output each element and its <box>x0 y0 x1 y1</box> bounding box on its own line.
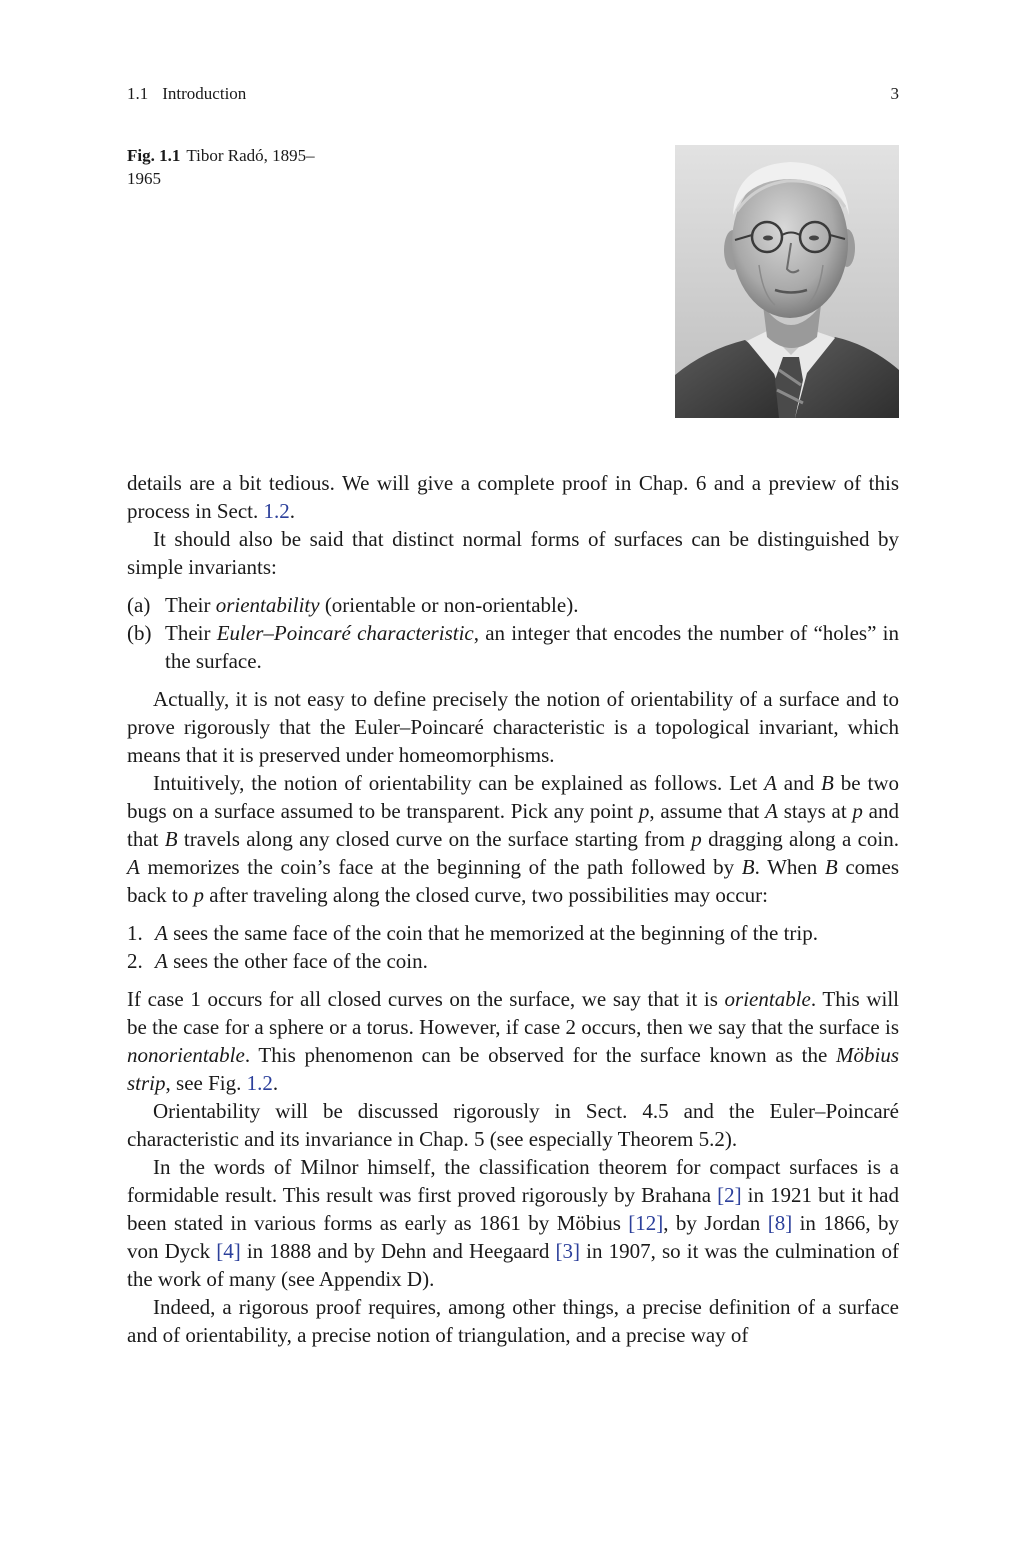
list-item: (a) Their orientability (orientable or non-orientable). <box>127 593 579 617</box>
section-heading <box>127 84 246 104</box>
body-text <box>127 469 899 1349</box>
paragraph: Orientability will be discussed rigorously in Sect. 4.5 and the Euler–Poincaré characteristic and its invariance in Chap. 5 (see especially Theorem 5.2). <box>127 1099 899 1151</box>
paragraph: If case 1 occurs for all closed curves on the surface, we say that it is orientable. This will be the case for a sphere or a torus. However, if case 2 occurs, then we say that the surface is nonorientable. This phenomenon can be observed for the surface known as the Möbius strip, see Fig. 1.2. <box>127 987 900 1095</box>
invariants-list <box>127 591 899 675</box>
figure-reference-link[interactable]: 1.2 <box>246 1071 273 1095</box>
paragraph: details are a bit tedious. We will give a complete proof in Chap. 6 and a preview of this process in Sect. 1.2. <box>127 471 899 523</box>
running-header <box>127 84 899 106</box>
citation-link[interactable]: [2] <box>717 1183 742 1207</box>
section-title: Introduction <box>162 84 247 103</box>
list-item: 2. A sees the other face of the coin. <box>127 949 428 973</box>
paragraph: Indeed, a rigorous proof requires, among other things, a precise definition of a surface and of orientability, a precise notion of triangulation, and a precise way of <box>127 1295 899 1347</box>
portrait-photo <box>675 145 899 418</box>
figure-label: Fig. 1.1 <box>127 146 181 165</box>
section-reference-link[interactable]: 1.2 <box>263 499 290 523</box>
list-item: (b) Their Euler–Poincaré characteristic, an integer that encodes the number of “holes” in the surface. <box>127 621 899 673</box>
paragraph: Intuitively, the notion of orientability can be explained as follows. Let A and B be two bugs on a surface assumed to be transparent. Pick any point p, assume that A stays at p and that B travels along any closed curve on the surface starting from p dragging along a coin. A memorizes the coin’s face at the beginning of the path followed by B. When B comes back to p after traveling along the closed curve, two possibilities may occur: <box>127 771 900 907</box>
paragraph: It should also be said that distinct normal forms of surfaces can be distinguished by simple invariants: <box>127 527 899 579</box>
citation-link[interactable]: [12] <box>628 1211 664 1235</box>
citation-link[interactable]: [4] <box>216 1239 241 1263</box>
section-number: 1.1 <box>127 84 149 103</box>
paragraph: In the words of Milnor himself, the classification theorem for compact surfaces is a formidable result. This result was first proved rigorously by Brahana [2] in 1921 but it had been stated in various forms as early as 1861 by Möbius [12], by Jordan [8] in 1866, by von Dyck [4] in 1888 and by Dehn and Heegaard [3] in 1907, so it was the culmination of the work of many (see Appendix D). <box>127 1155 900 1291</box>
cases-list <box>127 919 899 975</box>
citation-link[interactable]: [8] <box>767 1211 793 1235</box>
figure-caption-text: Tibor Radó, 1895–1965 <box>127 146 315 188</box>
portrait-illustration <box>675 145 899 418</box>
paragraph: Actually, it is not easy to define precisely the notion of orientability of a surface and to prove rigorously that the Euler–Poincaré characteristic is a topological invariant, which means that it is preserved under homeomorphisms. <box>127 687 899 767</box>
figure-caption <box>127 144 327 190</box>
list-item: 1. A sees the same face of the coin that he memorized at the beginning of the trip. <box>127 921 819 945</box>
page-number: 3 <box>890 84 899 103</box>
citation-link[interactable]: [3] <box>555 1239 581 1263</box>
